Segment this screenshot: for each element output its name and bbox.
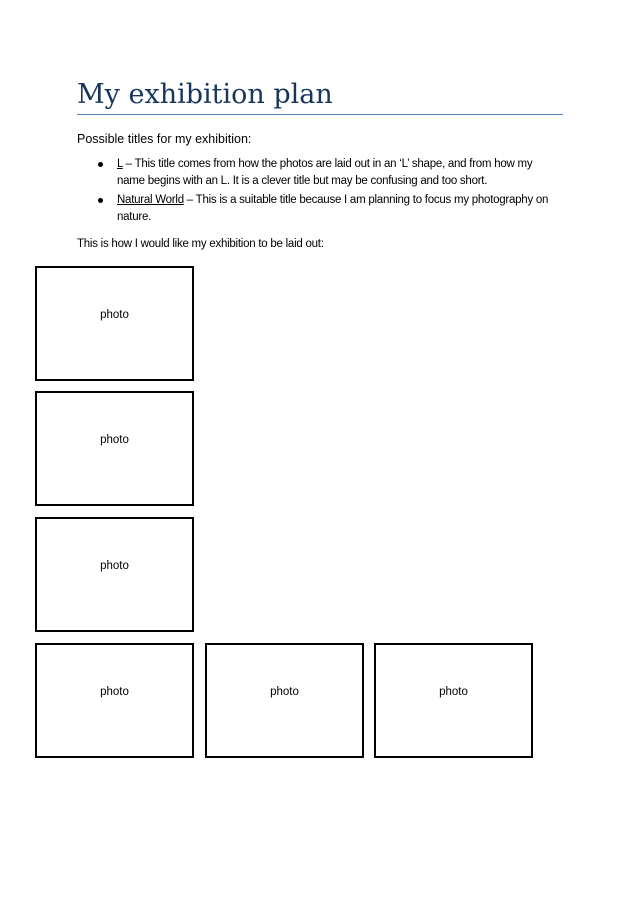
photo-placeholder-5	[205, 643, 364, 758]
layout-intro: This is how I would like my exhibition to be laid out:	[77, 238, 324, 250]
photo-placeholder-6	[374, 643, 533, 758]
bullet-text: – This title comes from how the photos are laid out in an ‘L’ shape, and from how my name begins with an L. It is a clever title but may be confusing and too short.	[117, 158, 533, 187]
title-underline-rule	[77, 114, 563, 115]
page-title: My exhibition plan	[77, 79, 333, 110]
photo-placeholder-2	[35, 391, 194, 506]
photo-label: photo	[270, 686, 299, 698]
photo-label: photo	[439, 686, 468, 698]
bullet-term: Natural World	[117, 194, 184, 206]
bullet-text: – This is a suitable title because I am planning to focus my photography on nature.	[117, 194, 549, 223]
bullet-icon	[98, 162, 103, 167]
photo-placeholder-3	[35, 517, 194, 632]
bullet-term: L	[117, 158, 123, 170]
list-item	[96, 192, 558, 226]
bullet-icon	[98, 198, 103, 203]
titles-intro: Possible titles for my exhibition:	[77, 132, 252, 146]
photo-label: photo	[100, 560, 129, 572]
title-options-list	[96, 156, 558, 228]
photo-placeholder-4	[35, 643, 194, 758]
photo-label: photo	[100, 309, 129, 321]
list-item	[96, 156, 558, 190]
photo-label: photo	[100, 434, 129, 446]
photo-placeholder-1	[35, 266, 194, 381]
photo-label: photo	[100, 686, 129, 698]
